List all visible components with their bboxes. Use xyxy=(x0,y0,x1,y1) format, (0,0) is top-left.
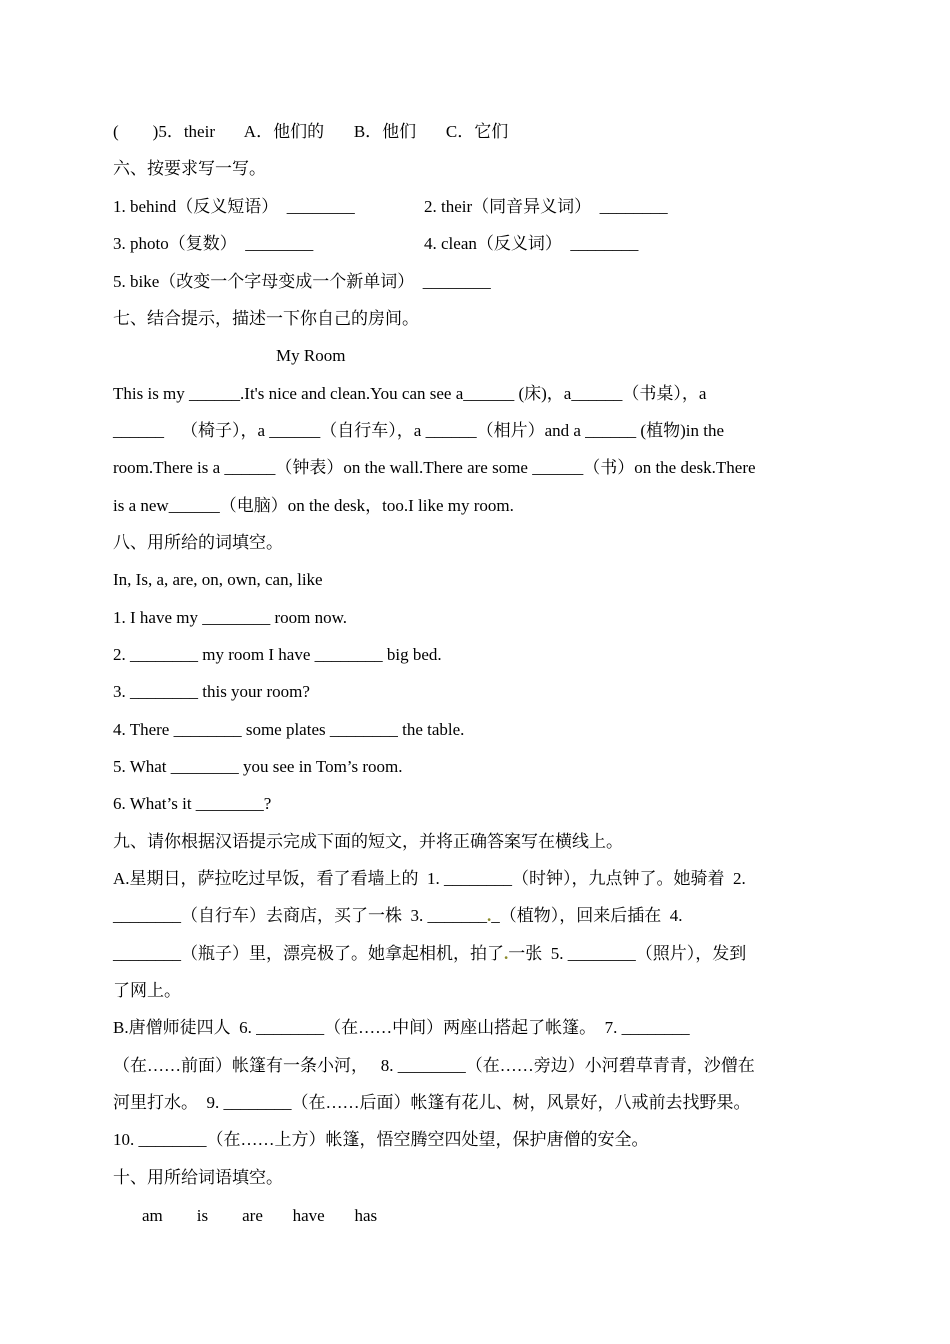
section-8-item: 4. There ________ some plates ________ the table. xyxy=(113,720,465,739)
section-8-word-bank: In, Is, a, are, on, own, can, like xyxy=(113,570,323,589)
section-8-item: 5. What ________ you see in Tom’s room. xyxy=(113,757,403,776)
section-6-item-2: 2. their（同音异义词） ________ xyxy=(424,197,668,216)
section-6-heading: 六、按要求写一写。 xyxy=(113,159,266,178)
section-9a-line xyxy=(113,943,746,965)
section-8-heading: 八、用所给的词填空。 xyxy=(113,533,283,552)
section-6-item-1: 1. behind（反义短语） ________ xyxy=(113,197,355,216)
section-7-heading: 七、结合提示，描述一下你自己的房间。 xyxy=(113,309,419,328)
section-7-title: My Room xyxy=(276,346,346,365)
question-5-their: ( )5．their A．他们的 B．他们 C．它们 xyxy=(113,122,509,141)
section-6-item-4: 4. clean（反义词） ________ xyxy=(424,234,639,253)
mark-dot: . xyxy=(504,944,509,963)
section-6-item-3: 3. photo（复数） ________ xyxy=(113,234,314,253)
section-9a-text: ________（瓶子）里，漂亮极了。她拿起相机，拍了 xyxy=(113,944,504,963)
section-9a-text: 一张 5. ________（照片），发到 xyxy=(508,944,747,963)
section-9a-text: _（植物），回来后插在 4. xyxy=(491,906,683,925)
section-9b-line: （在……前面）帐篷有一条小河， 8. ________（在……旁边）小河碧草青青，沙僧在 xyxy=(113,1056,755,1075)
section-10-heading: 十、用所给词语填空。 xyxy=(113,1168,283,1187)
section-9b-line: 河里打水。 9. ________（在……后面）帐篷有花儿、树，风景好，八戒前去找野果。 xyxy=(113,1093,751,1112)
section-9b-line: B.唐僧师徒四人 6. ________（在……中间）两座山搭起了帐篷。 7. ________ xyxy=(113,1018,690,1037)
section-8-item: 3. ________ this your room? xyxy=(113,682,310,701)
section-9a-text: ________（自行车）去商店，买了一株 3. _______ xyxy=(113,906,487,925)
section-8-item: 1. I have my ________ room now. xyxy=(113,608,348,627)
section-9a-line: A.星期日，萨拉吃过早饭，看了看墙上的 1. ________（时钟），九点钟了。她骑着 2. xyxy=(113,869,746,888)
mark-dot: . xyxy=(487,906,492,925)
section-6-item-5: 5. bike（改变一个字母变成一个新单词） ________ xyxy=(113,272,491,291)
section-8-item: 2. ________ my room I have ________ big bed. xyxy=(113,645,442,664)
section-9-heading: 九、请你根据汉语提示完成下面的短文，并将正确答案写在横线上。 xyxy=(113,832,623,851)
section-9a-line xyxy=(113,905,683,927)
section-7-line: is a new______（电脑）on the desk，too.I like my room. xyxy=(113,496,514,515)
section-9b-line: 10. ________（在……上方）帐篷，悟空腾空四处望，保护唐僧的安全。 xyxy=(113,1130,649,1149)
section-8-item: 6. What’s it ________? xyxy=(113,794,272,813)
section-7-line: room.There is a ______（钟表）on the wall.There are some ______（书）on the desk.There xyxy=(113,458,756,477)
section-7-line: ______ （椅子），a ______（自行车），a ______（相片）and a ______ (植物)in the xyxy=(113,421,724,440)
section-10-word-bank: am is are have has xyxy=(142,1206,378,1225)
section-9a-line: 了网上。 xyxy=(113,981,181,1000)
section-7-line: This is my ______.It's nice and clean.You can see a______ (床)，a______（书桌），a xyxy=(113,384,707,403)
